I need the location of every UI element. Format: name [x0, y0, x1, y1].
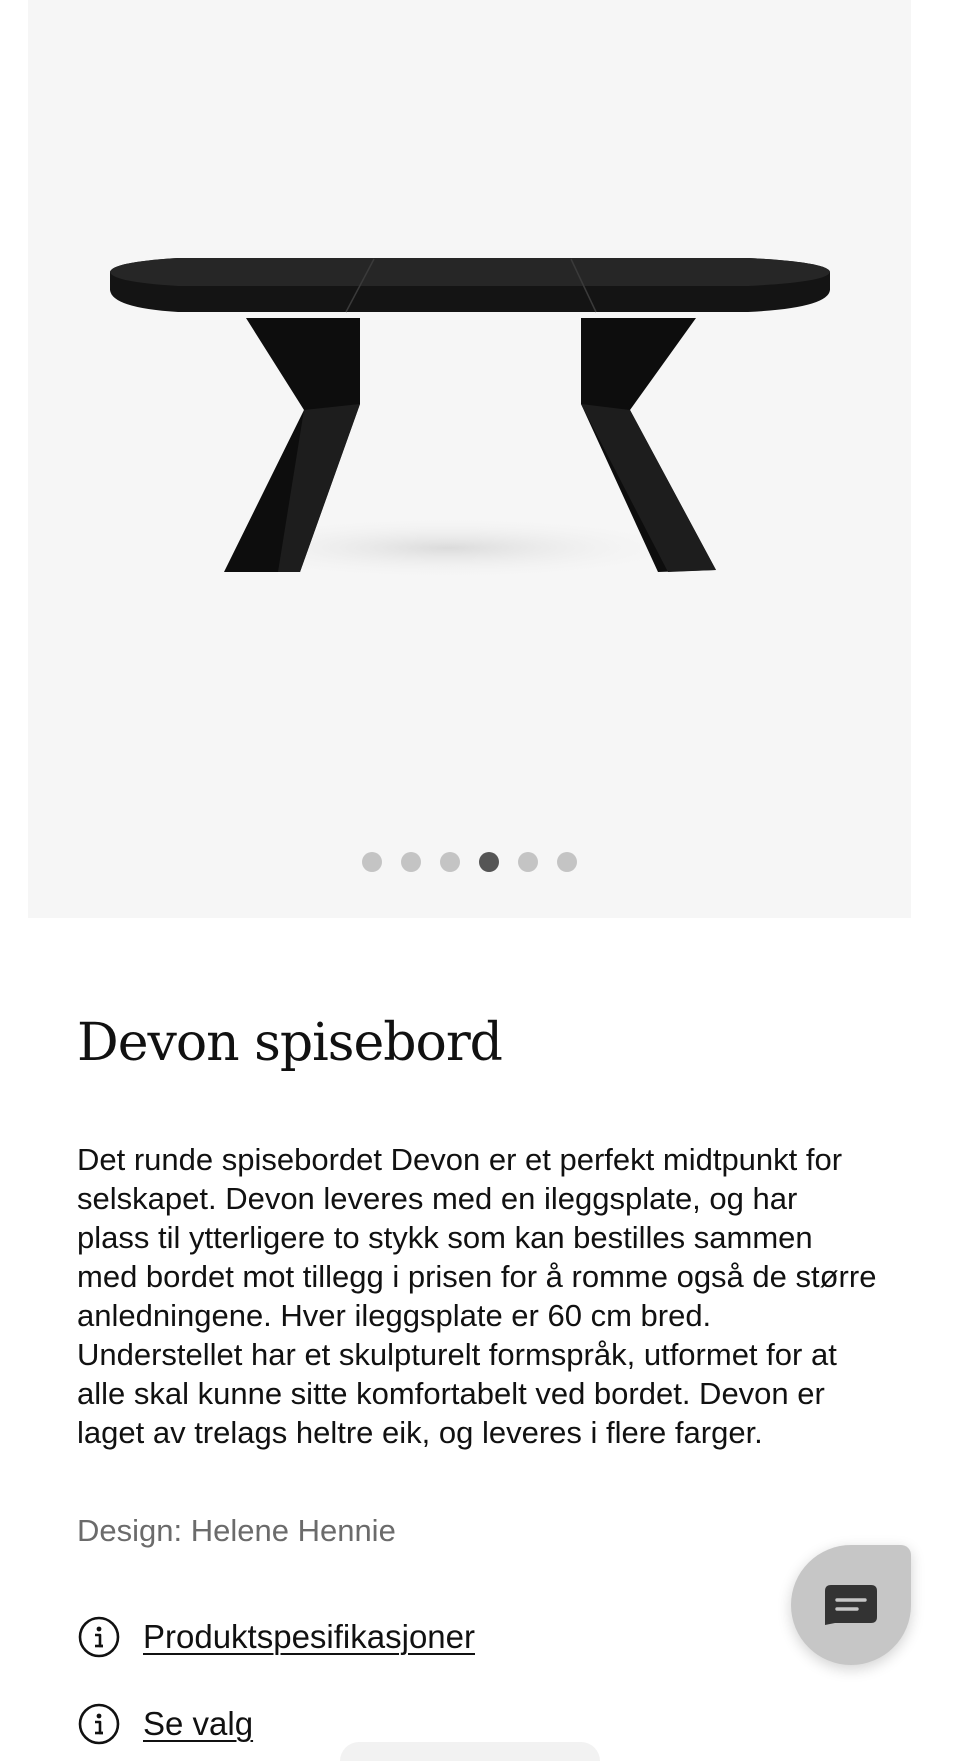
options-link-label[interactable]: Se valg	[143, 1705, 254, 1742]
carousel-dot[interactable]	[557, 852, 577, 872]
bottom-sheet-edge	[340, 1742, 600, 1761]
options-link[interactable]	[77, 1702, 253, 1746]
product-image	[28, 0, 911, 918]
carousel-dot[interactable]	[362, 852, 382, 872]
product-designer: Design: Helene Hennie	[77, 1513, 396, 1548]
info-icon	[77, 1615, 121, 1659]
product-image-gallery[interactable]	[28, 0, 911, 918]
carousel-dot-active[interactable]	[479, 852, 499, 872]
carousel-dots	[28, 852, 911, 872]
chat-icon	[823, 1583, 879, 1627]
product-title: Devon spisebord	[77, 1013, 502, 1073]
carousel-dot[interactable]	[401, 852, 421, 872]
specifications-link[interactable]	[77, 1615, 475, 1659]
carousel-dot[interactable]	[440, 852, 460, 872]
carousel-dot[interactable]	[518, 852, 538, 872]
product-description: Det runde spisebordet Devon er et perfekt midtpunkt for selskapet. Devon leveres med en ileggsplate, og har plass til ytterligere to stykk som kan bestilles sammen med bordet mot tillegg i prisen for å romme også de større anledningene. Hver ileggsplate er 60 cm bred. Understellet har et skulpturelt formspråk, utformet for at alle skal kunne sitte komfortabelt ved bordet. Devon er laget av trelags heltre eik, og leveres i flere farger.	[77, 1142, 877, 1450]
info-icon	[77, 1702, 121, 1746]
chat-button[interactable]	[791, 1545, 911, 1665]
specifications-link-label[interactable]: Produktspesifikasjoner	[143, 1618, 475, 1655]
